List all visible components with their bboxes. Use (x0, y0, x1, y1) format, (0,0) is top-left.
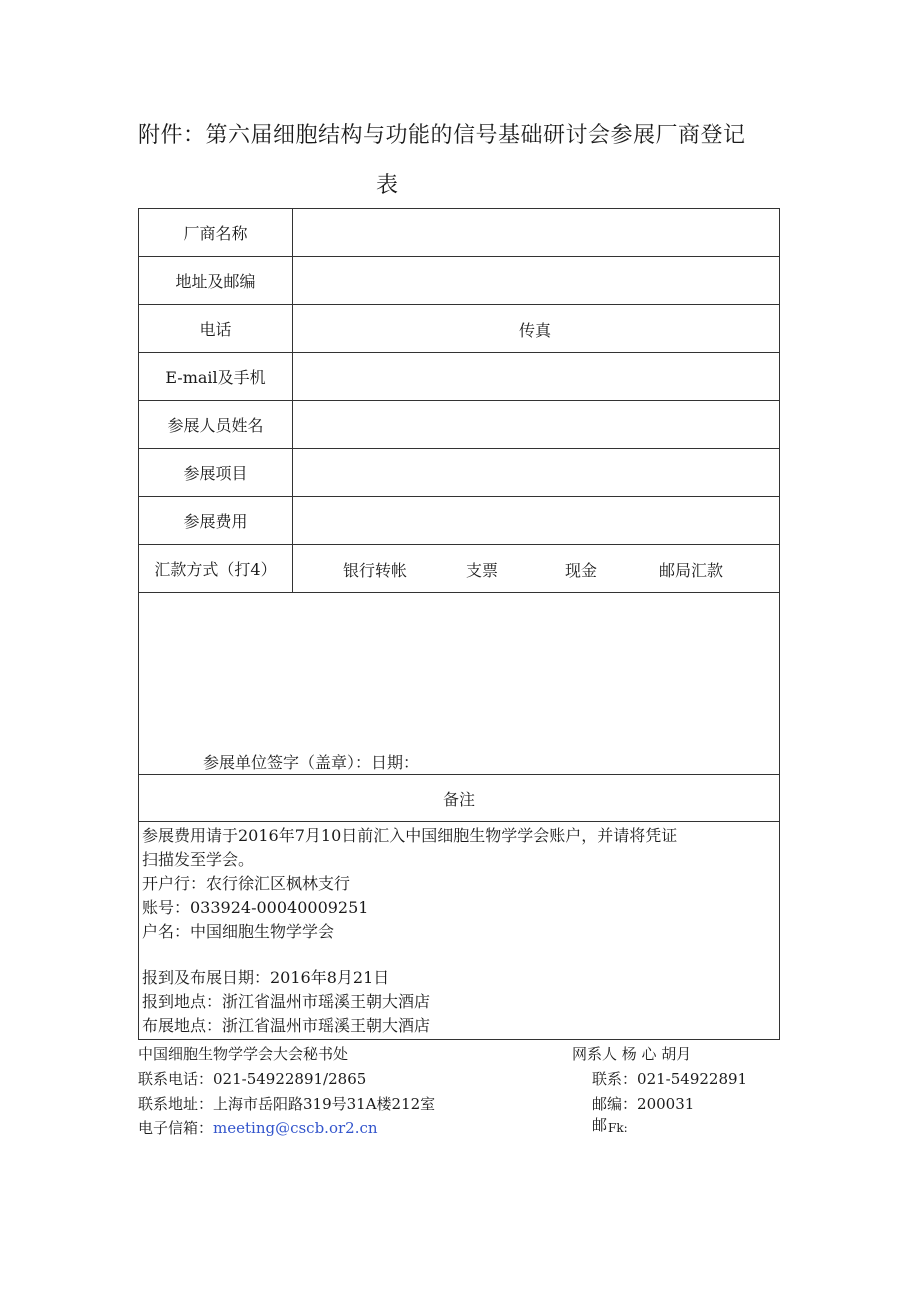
payment-options (293, 545, 779, 592)
account-name: 户名：中国细胞生物学学会 (142, 922, 335, 941)
phone-fax-field[interactable] (293, 305, 779, 352)
email-field[interactable] (293, 353, 779, 400)
attendees-field[interactable] (293, 401, 779, 448)
attendees-label: 参展人员姓名 (139, 401, 293, 448)
payment-option-postal[interactable]: 邮局汇款 (659, 561, 724, 580)
items-label: 参展项目 (139, 449, 293, 496)
page-title: 附件：第六届细胞结构与功能的信号基础研讨会参展厂商登记 (138, 123, 746, 148)
items-row (139, 449, 779, 497)
footer-phone: 联系电话：021-54922891/2865 (138, 1070, 367, 1088)
company-name-label: 厂商名称 (139, 209, 293, 256)
page-title-continued: 表 (376, 173, 399, 198)
address-field[interactable] (293, 257, 779, 304)
footer-right-zip-label: 邮编 (592, 1095, 623, 1113)
notes-content (142, 824, 776, 1038)
payment-row (139, 545, 779, 593)
notes-header: 备注 (139, 775, 779, 822)
notes-line: 参展费用请于2016年7月10日前汇入中国细胞生物学学会账户，并请将凭证 (142, 826, 678, 845)
payment-option-cash[interactable]: 现金 (565, 561, 598, 580)
email-link[interactable]: meeting@cscb.or2.cn (213, 1119, 378, 1137)
footer-right-extra: 邮 (592, 1116, 608, 1134)
register-date: 报到及布展日期：2016年8月21日 (142, 968, 390, 987)
register-place: 报到地点：浙江省温州市瑶溪王朝大酒店 (142, 992, 431, 1011)
fax-label: 传真 (519, 321, 552, 340)
account-number: 账号：033924-00040009251 (142, 898, 369, 917)
footer-right-extra2: Fk: (608, 1121, 628, 1135)
bank-info: 开户行：农行徐汇区枫林支行 (142, 874, 351, 893)
footer-right-phone-label: 联系 (592, 1070, 623, 1088)
footer-contacts: 网系人 杨 心 胡月 (572, 1045, 692, 1063)
email-label: E-mail及手机 (139, 353, 293, 400)
phone-row (139, 305, 779, 353)
payment-option-check[interactable]: 支票 (466, 561, 499, 580)
fee-field[interactable] (293, 497, 779, 544)
fee-label: 参展费用 (139, 497, 293, 544)
notes-line: 扫描发至学会。 (142, 850, 255, 869)
company-name-row (139, 209, 779, 257)
signature-area[interactable] (139, 594, 779, 775)
exhibit-place: 布展地点：浙江省温州市瑶溪王朝大酒店 (142, 1016, 431, 1035)
attendees-row (139, 401, 779, 449)
registration-form (138, 208, 780, 1040)
footer-email (138, 1117, 378, 1138)
footer-address: 联系地址：上海市岳阳路319号31A楼212室 (138, 1095, 436, 1113)
address-row (139, 257, 779, 305)
email-row (139, 353, 779, 401)
signature-label: 参展单位签字（盖章）：日期： (203, 753, 420, 772)
phone-label: 电话 (139, 305, 293, 352)
footer-email-label: 电子信箱： (138, 1119, 214, 1137)
payment-option-bank-transfer[interactable]: 银行转帐 (343, 561, 408, 580)
footer-right-phone: 联系：021-54922891 (592, 1070, 748, 1088)
fee-row (139, 497, 779, 545)
items-field[interactable] (293, 449, 779, 496)
footer-right-zip: 邮编：200031 (592, 1095, 695, 1113)
company-name-field[interactable] (293, 209, 779, 256)
footer-org: 中国细胞生物学学会大会秘书处 (138, 1045, 349, 1063)
payment-label: 汇款方式（打4） (139, 545, 293, 592)
address-label: 地址及邮编 (139, 257, 293, 304)
